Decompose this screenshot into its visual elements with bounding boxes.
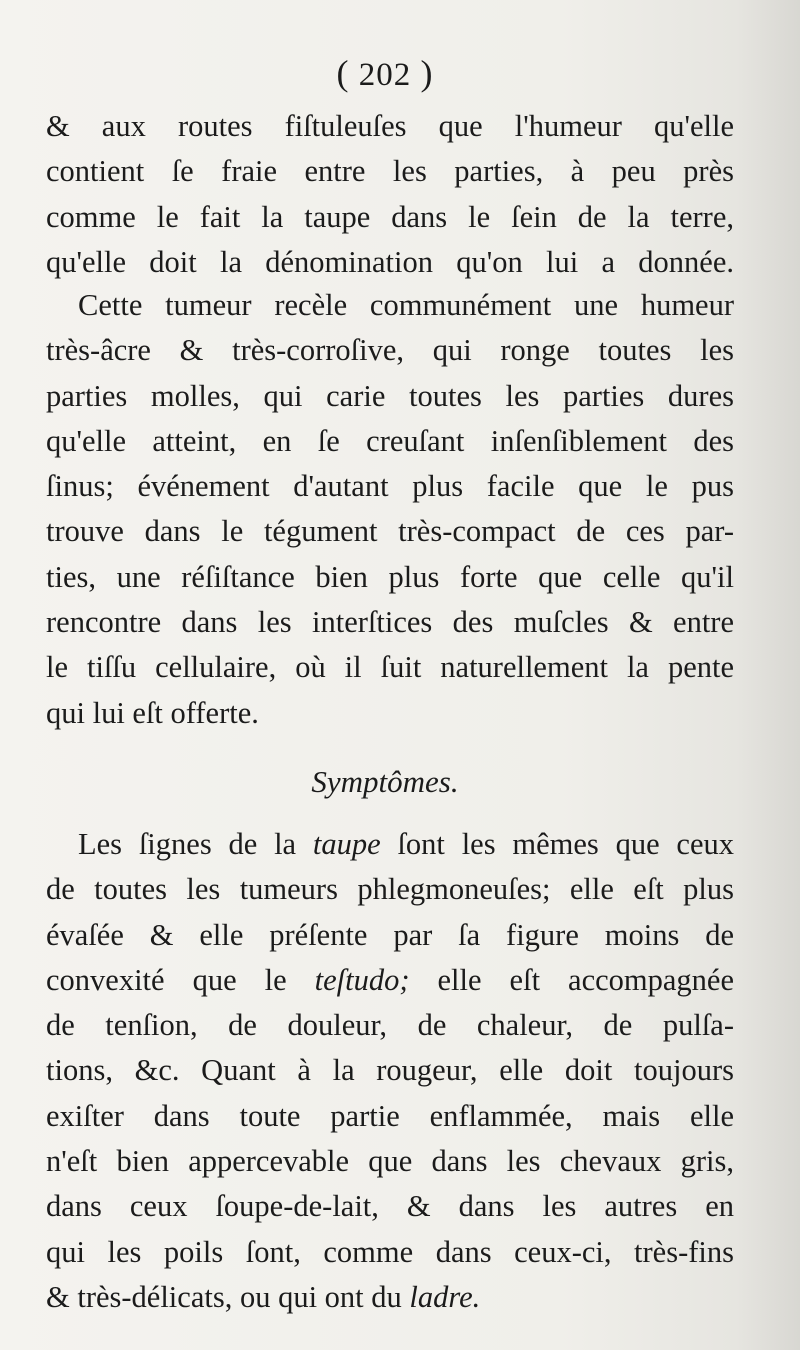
text-line: comme le fait la taupe dans le ſein de la terre,	[46, 199, 734, 234]
text-line: qui lui eſt offerte.	[46, 695, 259, 730]
text-line: n'eſt bien appercevable que dans les chevaux gris,	[46, 1144, 734, 1179]
paragraph-symptomes	[46, 822, 734, 1320]
text-line: qu'elle doit la dénomination qu'on lui a donnée.	[46, 244, 734, 279]
text-line: de toutes les tumeurs phlegmoneuſes; elle eſt plus	[46, 872, 734, 907]
text-run: Les ſignes de la	[78, 827, 313, 861]
text-line: très-âcre & très-corroſive, qui ronge toutes les	[46, 333, 734, 368]
text-line: contient ſe fraie entre les parties, à peu près	[46, 154, 734, 189]
text-run: ſont les mêmes que ceux	[380, 827, 734, 861]
text-line: trouve dans le tégument très-compact de ces par-	[46, 514, 734, 549]
text-run: & très-délicats, ou qui ont du	[46, 1279, 410, 1314]
page-number-open-paren: (	[336, 53, 350, 93]
text-run: convexité que le	[46, 962, 315, 997]
text-line: dans ceux ſoupe-de-lait, & dans les autres en	[46, 1189, 734, 1224]
page-number-close-paren: )	[420, 53, 434, 93]
text-line	[46, 958, 734, 1003]
italic-term: teſtudo;	[314, 962, 410, 997]
text-line: rencontre dans les interſtices des muſcles & entre	[46, 605, 734, 640]
text-line: évaſée & elle préſente par ſa figure moins de	[46, 917, 734, 952]
paragraph-tumeur	[46, 283, 734, 736]
section-heading: Symptômes.	[311, 764, 459, 799]
text-line: ties, une réſiſtance bien plus forte que celle qu'il	[46, 559, 734, 594]
text-line	[46, 1275, 734, 1320]
italic-term: taupe	[312, 827, 381, 861]
text-line: tions, &c. Quant à la rougeur, elle doit toujours	[46, 1053, 734, 1088]
text-line: qu'elle atteint, en ſe creuſant inſenſiblement des	[46, 423, 734, 458]
text-line: de tenſion, de douleur, de chaleur, de pulſa-	[46, 1008, 734, 1043]
text-line: parties molles, qui carie toutes les parties dures	[46, 378, 734, 413]
text-line: qui les poils ſont, comme dans ceux-ci, très-fins	[46, 1234, 734, 1269]
text-line: exiſter dans toute partie enflammée, mais elle	[46, 1098, 734, 1133]
text-line: le tiſſu cellulaire, où il ſuit naturellement la pente	[46, 650, 734, 685]
text-run: elle eſt accompagnée	[409, 962, 734, 997]
text-line: & aux routes fiſtuleuſes que l'humeur qu'elle	[46, 109, 734, 143]
page-number-value: 202	[358, 57, 412, 93]
text-line: Cette tumeur recèle communément une humeur	[78, 288, 734, 322]
paragraph-continuation	[46, 104, 734, 285]
italic-term: ladre.	[409, 1279, 481, 1314]
text-line	[46, 822, 734, 867]
text-line: ſinus; événement d'autant plus facile que le pus	[46, 469, 734, 504]
page-number	[0, 52, 770, 94]
